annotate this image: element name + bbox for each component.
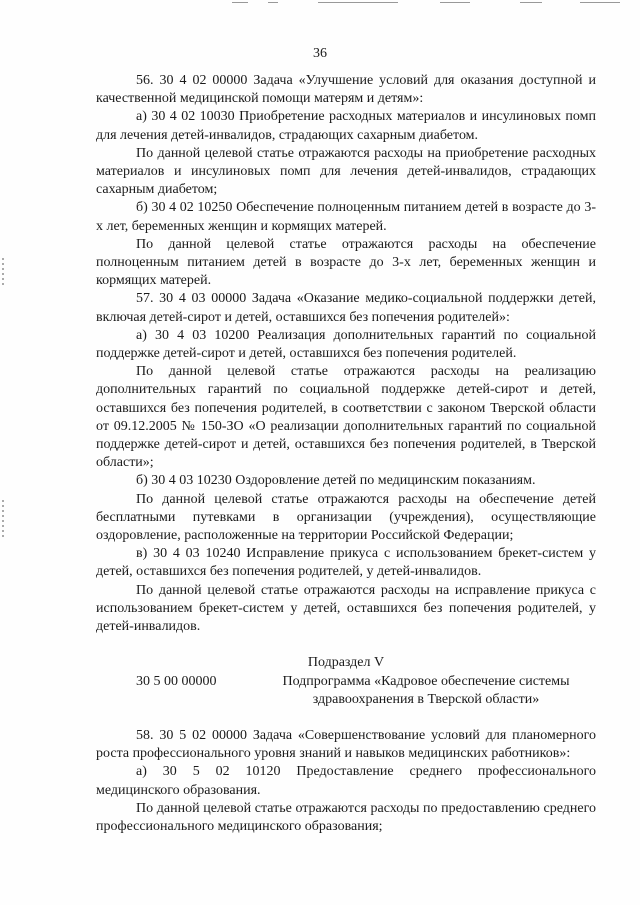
- paragraph: По данной целевой статье отражаются расходы по предоставлению среднего профессионального медицинского образования;: [96, 800, 596, 834]
- paragraph: б) 30 4 02 10250 Обеспечение полноценным питанием детей в возрасте до 3-х лет, беременных женщин и кормящих матерей.: [96, 200, 596, 234]
- scan-artifact: [520, 2, 542, 3]
- paragraph: По данной целевой статье отражаются расходы на приобретение расходных материалов и инсулиновых помп для лечения детей-инвалидов, страдающих сахарным диабетом;: [96, 145, 596, 198]
- scan-artifact: [2, 500, 4, 540]
- paragraph-group-top: [96, 72, 596, 636]
- paragraph: а) 30 4 03 10200 Реализация дополнительных гарантий по социальной поддержке детей-сирот и детей, оставшихся без попечения родителей.: [96, 327, 596, 362]
- paragraph: По данной целевой статье отражаются расходы на обеспечение детей бесплатными путевками в организации (учреждения), осуществляющие оздоровление, расположенные на территории Российской Федерации;: [96, 491, 596, 544]
- paragraph: б) 30 4 03 10230 Оздоровление детей по медицинским показаниям.: [136, 473, 536, 489]
- paragraph: По данной целевой статье отражаются расходы на реализацию дополнительных гарантий по социальной поддержке детей-сирот и детей, оставшихся без попечения родителей, в соответствии с законом Тверской области от 09.12.2005 № 150-ЗО «О реализации дополнительных гарантий по социальной поддержке детей-сирот и детей, оставшихся без попечения родителей, в Тверской области»;: [96, 364, 596, 471]
- paragraph: 58. 30 5 02 00000 Задача «Совершенствование условий для планомерного роста профессионального уровня знаний и навыков медицинских работников»:: [96, 727, 596, 762]
- paragraph: 56. 30 4 02 00000 Задача «Улучшение условий для оказания доступной и качественной медицинской помощи матерям и детям»:: [96, 73, 596, 107]
- paragraph: а) 30 4 02 10030 Приобретение расходных материалов и инсулиновых помп для лечения детей-инвалидов, страдающих сахарным диабетом.: [96, 109, 596, 143]
- document-body: [96, 72, 596, 836]
- subprogram-code: 30 5 00 00000: [136, 673, 217, 689]
- subprogram-title: Подпрограмма «Кадровое обеспечение системы здравоохранения в Тверской области»: [282, 673, 570, 707]
- subsection-header: [96, 654, 596, 709]
- subsection-subtitle: [96, 673, 596, 709]
- paragraph: 57. 30 4 03 00000 Задача «Оказание медико-социальной поддержки детей, включая детей-сирот и детей, оставшихся без попечения родителей»:: [96, 291, 596, 325]
- paragraph: По данной целевой статье отражаются расходы на исправление прикуса с использованием брекет-систем у детей, оставшихся без попечения родителей, у детей-инвалидов.: [96, 582, 596, 635]
- paragraph: а) 30 5 02 10120 Предоставление среднего профессионального медицинского образования.: [96, 764, 596, 798]
- paragraph: в) 30 4 03 10240 Исправление прикуса с использованием брекет-систем у детей, оставшихся без попечения родителей, у детей-инвалидов.: [96, 546, 596, 580]
- paragraph-group-bottom: [96, 727, 596, 836]
- subsection-heading: Подраздел V: [307, 655, 385, 671]
- scan-artifact: [440, 2, 470, 3]
- scan-artifact: [318, 2, 398, 3]
- paragraph: По данной целевой статье отражаются расходы на обеспечение полноценным питанием детей в возрасте до 3-х лет, беременных женщин и кормящих матерей.: [96, 236, 596, 289]
- scan-artifact: [232, 2, 248, 3]
- scan-artifact: [268, 2, 278, 3]
- scan-artifact: [580, 2, 620, 3]
- page-number: 36: [313, 46, 327, 61]
- scan-artifact: [2, 258, 4, 288]
